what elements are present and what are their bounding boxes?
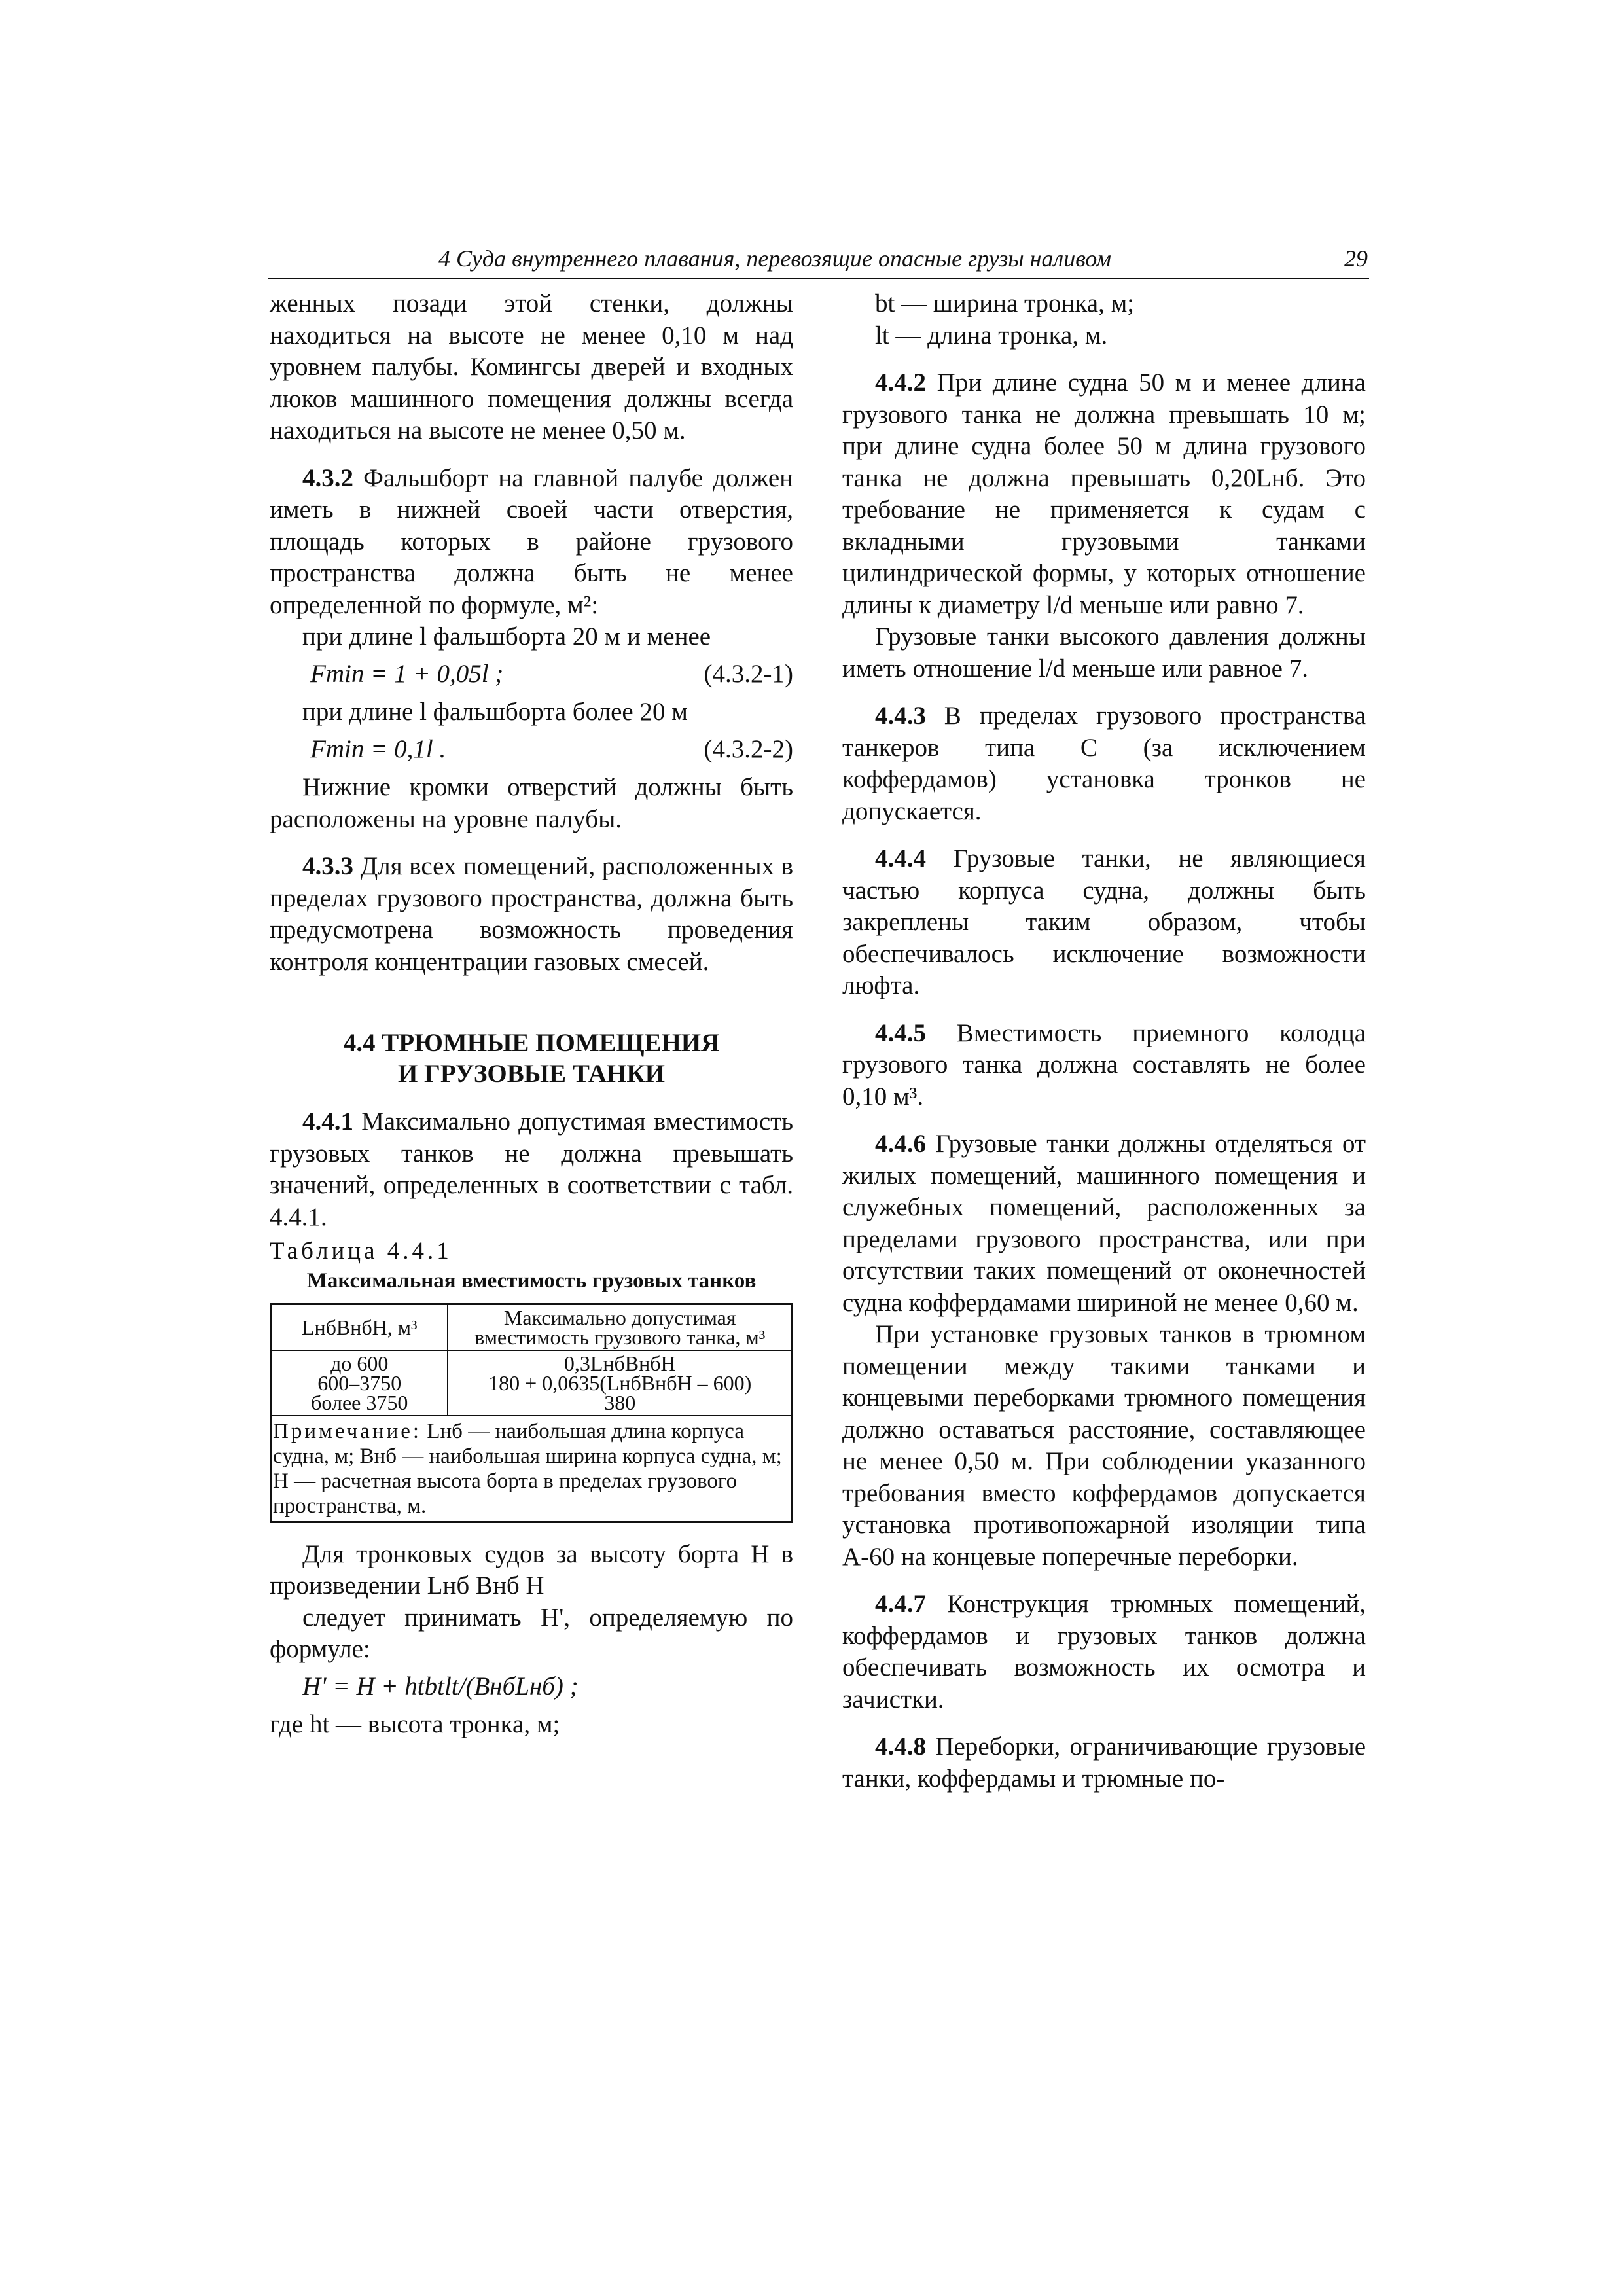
section-number: 4.4.8 (875, 1732, 926, 1761)
table-cell: 600–3750 (271, 1373, 448, 1393)
condition-2: при длине l фальшборта более 20 м (302, 698, 688, 726)
section-text: В пределах грузового пространства танкеров типа С (за исключением коффердамов) установка тронков не допускается. (842, 702, 1366, 825)
section-number: 4.4.1 (302, 1107, 353, 1136)
section-text: Фальшборт на главной палубе должен иметь в нижней своей части отверстия, площадь которых в районе грузового пространства должна быть не менее определенной по формуле, м²: (270, 463, 793, 619)
section-text: Вместимость приемного колодца грузового танка должна составлять не более 0,10 м³. (842, 1018, 1366, 1111)
section-4-4-8 (842, 1731, 1366, 1795)
section-text: Конструкция трюмных помещений, коффердамов и грузовых танков должна обеспечивать возможность их осмотра и зачистки. (842, 1590, 1366, 1713)
running-title: 4 Суда внутреннего плавания, перевозящие опасные грузы наливом (438, 245, 1111, 272)
continued-paragraph: женных позади этой стенки, должны находиться на высоте не менее 0,10 м над уровнем палубы. Комингсы дверей и входных люков машинного помещения должны всегда находиться на высоте не менее 0,50 м. (270, 289, 793, 444)
trunk-paragraph-1: Для тронковых судов за высоту борта H в произведении Lнб Bнб H (270, 1539, 793, 1600)
section-4-4-2 (842, 367, 1366, 621)
section-number: 4.4.2 (875, 368, 926, 397)
heading-line-2: И ГРУЗОВЫЕ ТАНКИ (397, 1060, 666, 1088)
section-4-4-7 (842, 1588, 1366, 1715)
section-number: 4.3.3 (302, 852, 353, 880)
formula-4-3-2-2 (270, 734, 793, 766)
note-label: Примечание: (273, 1419, 422, 1443)
paragraph-edges: Нижние кромки отверстий должны быть расположены на уровне палубы. (270, 773, 793, 833)
section-4-3-3 (270, 851, 793, 978)
paragraph-high-pressure: Грузовые танки высокого давления должны иметь отношение l/d меньше или равное 7. (842, 622, 1366, 683)
formula-4-3-2-1 (270, 658, 793, 691)
table-row (271, 1393, 793, 1416)
table-row (271, 1350, 793, 1373)
table-title: Максимальная вместимость грузовых танков (306, 1268, 757, 1293)
formula-trunk (270, 1671, 793, 1703)
table-note (271, 1416, 793, 1522)
trunk-paragraph-2: следует принимать H', определяемую по формуле: (270, 1603, 793, 1663)
section-number: 4.3.2 (302, 463, 353, 492)
section-number: 4.4.4 (875, 844, 926, 872)
section-text: Максимально допустимая вместимость грузовых танков не должна превышать значений, определенных в соответствии с табл. 4.4.1. (270, 1107, 794, 1231)
section-heading-4-4 (270, 1028, 793, 1089)
section-text: При длине судна 50 м и менее длина грузового танка не должна превышать 10 м; при длине судна более 50 м длина грузового танка не должна превышать 0,20Lнб. Это требование не применяется к судам с вкладными грузовыми танками цилиндрической формы, у которых отношение длины к диаметру l/d меньше или равно 7. (842, 368, 1366, 619)
right-column (842, 288, 1366, 1795)
left-column (270, 288, 793, 1741)
definition-ht: где ht — высота тронка, м; (270, 1710, 560, 1738)
table-header-row (271, 1304, 793, 1350)
section-4-4-6 (842, 1128, 1366, 1319)
table-header-cell: Максимально допустимая вместимость грузового танка, м³ (448, 1304, 792, 1350)
section-text: Грузовые танки, не являющиеся частью корпуса судна, должны быть закреплены таким образом, чтобы обеспечивалось исключение возможности люфта. (842, 844, 1366, 999)
table-note-row (271, 1416, 793, 1522)
paragraph-installation: При установке грузовых танков в трюмном помещении между такими танками и концевыми переборками трюмного помещения должно оставаться расстояние, составляющее не менее 0,50 м. При соблюдении указанного требования вместо коффердамов допускается установка противопожарной изоляции типа А-60 на концевые поперечные переборки. (842, 1320, 1366, 1571)
table-cell: 380 (448, 1393, 792, 1416)
condition-1: при длине l фальшборта 20 м и менее (302, 622, 711, 651)
section-4-4-4 (842, 843, 1366, 1002)
capacity-table (270, 1303, 793, 1523)
table-row (271, 1373, 793, 1393)
heading-line-1: 4.4 ТРЮМНЫЕ ПОМЕЩЕНИЯ (343, 1029, 720, 1057)
table-cell: до 600 (271, 1350, 448, 1373)
section-text: Грузовые танки должны отделяться от жилых помещений, машинного помещения и служебных помещений, расположенных за пределами грузового пространства, или при отсутствии таких помещений от оконечностей судна коффердамами шириной не менее 0,60 м. (842, 1130, 1366, 1317)
section-4-4-5 (842, 1018, 1366, 1113)
section-number: 4.4.6 (875, 1130, 926, 1158)
running-header (268, 240, 1369, 279)
table-cell: более 3750 (271, 1393, 448, 1416)
table-caption: Таблица 4.4.1 (270, 1238, 452, 1265)
formula-expression: Fmin = 0,1l . (310, 734, 446, 763)
definition-lt: lt — длина тронка, м. (875, 321, 1108, 350)
section-number: 4.4.3 (875, 702, 926, 730)
formula-expression: H' = H + htbtlt/(BнбLнб) ; (302, 1672, 579, 1700)
section-text: Для всех помещений, расположенных в пределах грузового пространства, должна быть предусмотрена возможность проведения контроля концентрации газовых смесей. (270, 852, 794, 976)
note-text: Lнб — наибольшая длина корпуса судна, м; Bнб — наибольшая ширина корпуса судна, м; H — расчетная высота борта в пределах грузового пространства, м. (273, 1419, 782, 1518)
section-text: Переборки, ограничивающие грузовые танки, коффердамы и трюмные по- (842, 1732, 1366, 1793)
section-4-4-3 (842, 700, 1366, 827)
formula-number: (4.3.2-1) (704, 659, 793, 688)
section-4-4-1 (270, 1106, 793, 1233)
formula-expression: Fmin = 1 + 0,05l ; (310, 659, 504, 688)
section-number: 4.4.5 (875, 1018, 926, 1047)
section-4-3-2 (270, 463, 793, 622)
formula-number: (4.3.2-2) (704, 734, 793, 763)
section-number: 4.4.7 (875, 1590, 926, 1618)
table-cell: 180 + 0,0635(LнбBнбH – 600) (448, 1373, 792, 1393)
page-number: 29 (1344, 245, 1368, 272)
table-cell: 0,3LнбBнбH (448, 1350, 792, 1373)
table-header-cell: LнбBнбH, м³ (271, 1304, 448, 1350)
definition-bt: bt — ширина тронка, м; (875, 289, 1135, 317)
